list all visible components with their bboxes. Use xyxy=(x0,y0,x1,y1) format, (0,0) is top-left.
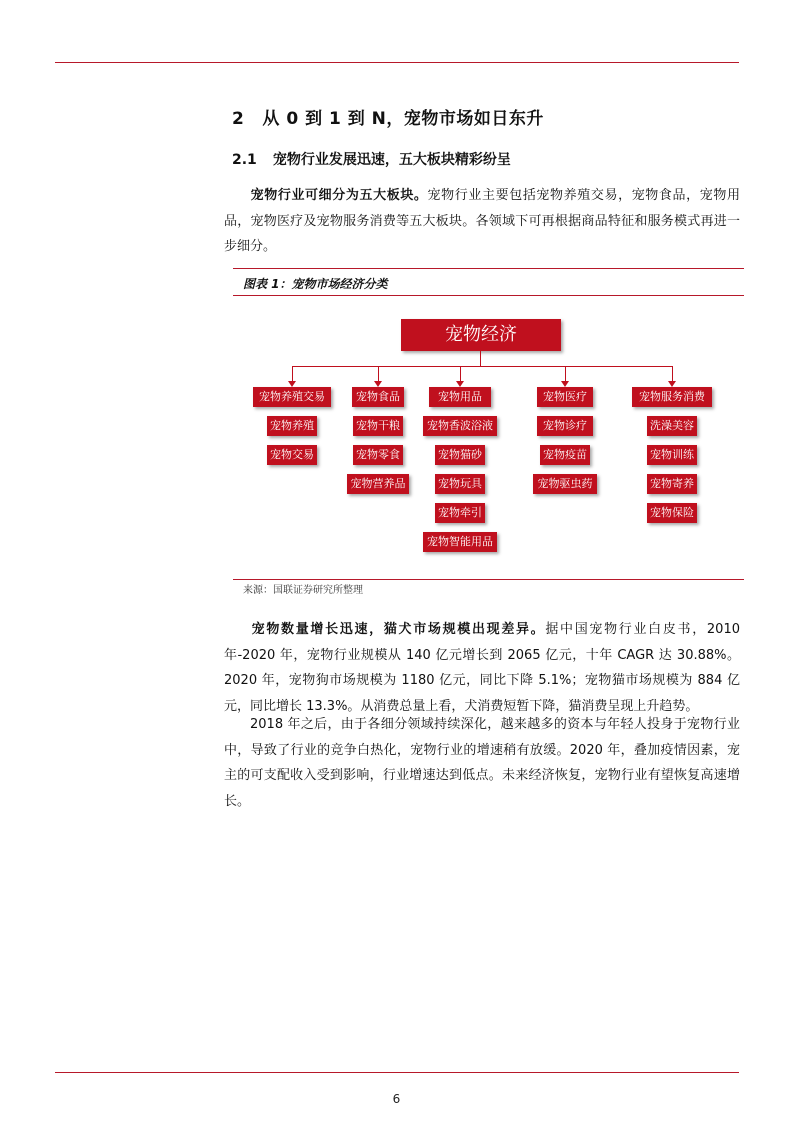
diagram-category-connector xyxy=(460,366,461,381)
figure-title: 图表 1：宠物市场经济分类 xyxy=(243,277,388,291)
diagram-arrow-icon xyxy=(668,381,676,387)
diagram-root-box: 宠物经济 xyxy=(401,319,561,351)
paragraph-1 xyxy=(224,183,740,260)
paragraph-1-text: 宠物行业主要包括宠物养殖交易，宠物食品，宠物用品，宠物医疗及宠物服务消费等五大板块。各领域下可再根据商品特征和服务模式再进一步细分。 xyxy=(224,188,740,254)
section-heading xyxy=(232,104,544,129)
diagram-bus-line xyxy=(292,366,673,367)
diagram-child-box: 宠物干粮 xyxy=(353,416,403,436)
diagram-child-box: 宠物养殖 xyxy=(267,416,317,436)
paragraph-3 xyxy=(224,712,740,814)
diagram-child-box: 宠物诊疗 xyxy=(537,416,593,436)
figure-source: 来源：国联证券研究所整理 xyxy=(243,585,363,596)
section-number: 2 xyxy=(232,109,245,129)
diagram-child-box: 宠物训练 xyxy=(647,445,697,465)
diagram-child-box: 宠物驱虫药 xyxy=(533,474,597,494)
diagram-child-box: 宠物寄养 xyxy=(647,474,697,494)
diagram-category-box: 宠物食品 xyxy=(352,387,404,407)
diagram-child-box: 洗澡美容 xyxy=(647,416,697,436)
diagram-child-box: 宠物营养品 xyxy=(347,474,409,494)
diagram-arrow-icon xyxy=(374,381,382,387)
figure-title-rule xyxy=(233,295,744,296)
section-title: 从 0 到 1 到 N，宠物市场如日东升 xyxy=(262,109,544,129)
diagram-child-box: 宠物香波浴液 xyxy=(423,416,497,436)
diagram-category-connector xyxy=(672,366,673,381)
header-rule xyxy=(55,62,739,63)
diagram-category-box: 宠物服务消费 xyxy=(632,387,712,407)
paragraph-3-text: 2018 年之后，由于各细分领域持续深化，越来越多的资本与年轻人投身于宠物行业中，导致了行业的竞争白热化，宠物行业的增速稍有放缓。2020 年，叠加疫情因素，宠主的可支配收入受到影响，行业增速达到低点。未来经济恢复，宠物行业有望恢复高速增长。 xyxy=(224,717,740,809)
diagram-child-box: 宠物疫苗 xyxy=(540,445,590,465)
diagram-category-connector xyxy=(378,366,379,381)
figure-bottom-rule xyxy=(233,579,744,580)
diagram-child-box: 宠物玩具 xyxy=(435,474,485,494)
diagram-child-box: 宠物零食 xyxy=(353,445,403,465)
diagram-root-connector xyxy=(480,351,481,366)
footer-rule xyxy=(55,1072,739,1073)
diagram-category-connector xyxy=(292,366,293,381)
diagram-child-box: 宠物交易 xyxy=(267,445,317,465)
figure-top-rule xyxy=(233,268,744,269)
subsection-heading xyxy=(232,149,511,169)
diagram-child-box: 宠物智能用品 xyxy=(423,532,497,552)
diagram-child-box: 宠物猫砂 xyxy=(435,445,485,465)
diagram-arrow-icon xyxy=(288,381,296,387)
paragraph-1-lead: 宠物行业可细分为五大板块。 xyxy=(250,188,428,203)
paragraph-2 xyxy=(224,617,740,719)
paragraph-2-lead: 宠物数量增长迅速，猫犬市场规模出现差异。 xyxy=(250,622,546,637)
diagram-category-box: 宠物用品 xyxy=(429,387,491,407)
diagram-category-connector xyxy=(565,366,566,381)
page-number: 6 xyxy=(392,1092,401,1106)
paragraph-2-text: 据中国宠物行业白皮书，2010 年-2020 年，宠物行业规模从 140 亿元增长到 2065 亿元，十年 CAGR 达 30.88%。2020 年，宠物狗市场规模为 1180 亿元，同比下降 5.1%；宠物猫市场规模为 884 亿元，同比增长 13.3%。从消费总量上看，犬消费短暂下降，猫消费呈现上升趋势。 xyxy=(224,622,740,714)
diagram-child-box: 宠物牵引 xyxy=(435,503,485,523)
diagram-arrow-icon xyxy=(561,381,569,387)
diagram-category-box: 宠物养殖交易 xyxy=(253,387,331,407)
diagram-arrow-icon xyxy=(456,381,464,387)
subsection-title: 宠物行业发展迅速，五大板块精彩纷呈 xyxy=(272,152,511,168)
diagram-child-box: 宠物保险 xyxy=(647,503,697,523)
diagram-category-box: 宠物医疗 xyxy=(537,387,593,407)
subsection-number: 2.1 xyxy=(232,152,257,168)
